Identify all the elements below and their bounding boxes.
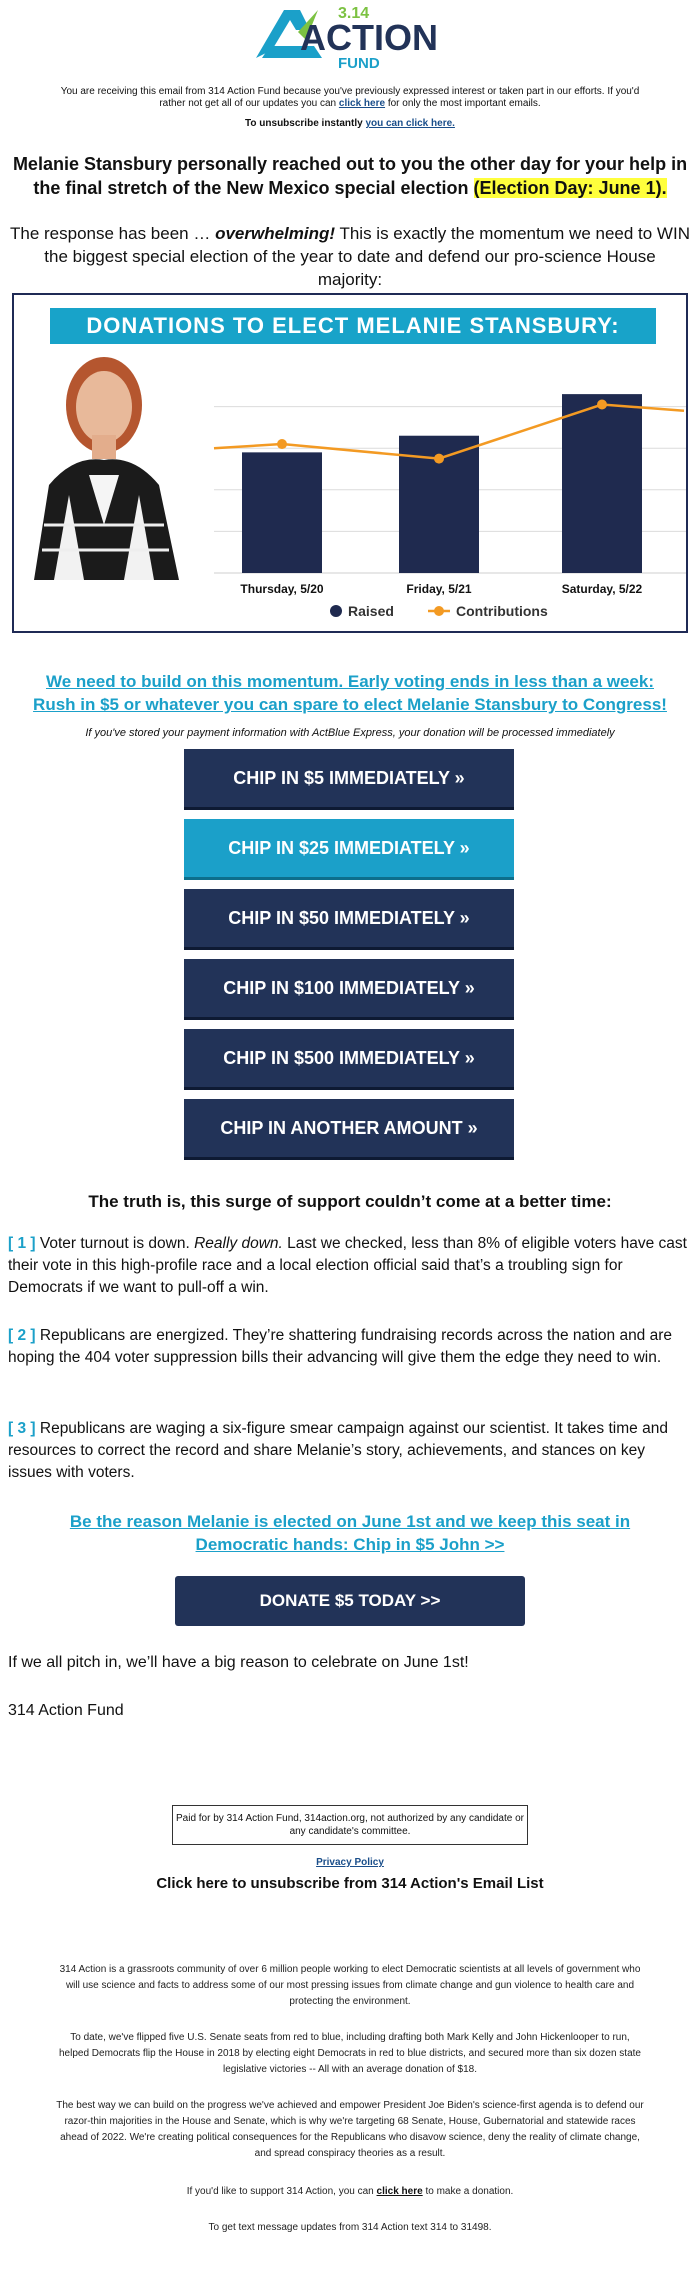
x-tick-label-1: Friday, 5/21 — [406, 582, 472, 596]
support-text: If you'd like to support 314 Action, you can — [186, 2186, 377, 2197]
legend-contributions-label: Contributions — [456, 603, 548, 619]
headline — [10, 152, 690, 200]
contributions-point-2 — [597, 400, 607, 410]
intro-text-end: This is exactly the momentum we need to WIN the biggest special election of the year to date and defend our pro-science House majority: — [44, 224, 690, 289]
logo-sub: FUND — [338, 55, 380, 72]
momentum-cta-link[interactable] — [0, 670, 700, 716]
cta-line-1: We need to build on this momentum. Early voting ends in less than a week: — [45, 672, 654, 691]
support-line — [55, 2184, 645, 2200]
point-1-text-end: Last we checked, less than 8% of eligible voters have cast their vote in this high-profile race and a local election official said that’s a troubling sign for Democrats if we want to pull-off a win. — [8, 1235, 687, 1296]
intro-emphasis: overwhelming! — [215, 224, 336, 243]
point-1-text: Voter turnout is down. — [39, 1235, 195, 1252]
donations-chart[interactable] — [12, 293, 688, 633]
chip-in-5-button[interactable]: CHIP IN $5 IMMEDIATELY » — [184, 749, 514, 807]
unsubscribe-line — [0, 118, 700, 129]
signature: 314 Action Fund — [8, 1702, 124, 1719]
intro-paragraph — [10, 222, 690, 291]
point-1-number: [ 1 ] — [8, 1235, 36, 1252]
logo-graphic — [0, 0, 700, 80]
intro-text: The response has been … — [10, 224, 216, 243]
chip-in-50-button[interactable]: CHIP IN $50 IMMEDIATELY » — [184, 889, 514, 947]
unsubscribe-prefix: To unsubscribe instantly — [245, 118, 366, 129]
chip-in-25-button[interactable]: CHIP IN $25 IMMEDIATELY » — [184, 819, 514, 877]
headline-text: Melanie Stansbury personally reached out to you the other day for your help in the final stretch of the New Mexico special election — [12, 154, 688, 198]
actblue-note: If you've stored your payment information with ActBlue Express, your donation will be processed immediately — [85, 727, 615, 739]
contributions-point-0 — [277, 439, 287, 449]
paid-for-disclaimer: Paid for by 314 Action Fund, 314action.org, not authorized by any candidate or any candidate's committee. — [172, 1805, 528, 1845]
x-tick-label-0: Thursday, 5/20 — [240, 582, 324, 596]
chart-title: DONATIONS TO ELECT MELANIE STANSBURY: — [50, 308, 656, 344]
point-3-text: Republicans are waging a six-figure smear campaign against our scientist. It takes time and resources to correct the record and share Melanie’s story, achievements, and stances on key issues with voters. — [8, 1420, 668, 1481]
chip-in-other-button[interactable]: CHIP IN ANOTHER AMOUNT » — [184, 1099, 514, 1157]
donate-5-button[interactable]: DONATE $5 TODAY >> — [175, 1576, 525, 1626]
chip-in-500-button[interactable]: CHIP IN $500 IMMEDIATELY » — [184, 1029, 514, 1087]
about-paragraph-2: To date, we've flipped five U.S. Senate seats from red to blue, including drafting both Mark Kelly and John Hickenlooper to run, helped Democrats flip the House in 2018 by electing eight Democrats in red to blue districts, and secured more than six dozen state legislative victories -- All with an average donation of $18. — [59, 2032, 641, 2075]
point-1-emphasis: Really down. — [194, 1235, 283, 1252]
bar-raised-0 — [242, 452, 322, 573]
closing-line: If we all pitch in, we’ll have a big reason to celebrate on June 1st! — [8, 1654, 469, 1671]
contributions-point-1 — [434, 454, 444, 464]
chip-in-100-button[interactable]: CHIP IN $100 IMMEDIATELY » — [184, 959, 514, 1017]
point-2 — [8, 1325, 692, 1369]
unsubscribe-link[interactable]: you can click here. — [365, 118, 455, 129]
click-here-link[interactable]: click here — [338, 98, 386, 109]
logo-word: ACTION — [300, 17, 438, 58]
logo[interactable] — [0, 0, 700, 80]
point-1 — [8, 1233, 692, 1299]
point-2-text: Republicans are energized. They’re shattering fundraising records across the nation and are hoping the 404 voter suppression bills their advancing will give them the edge they need to win. — [8, 1327, 673, 1366]
bar-raised-2 — [562, 394, 642, 573]
privacy-policy-link[interactable]: Privacy Policy — [316, 1857, 384, 1868]
point-3 — [8, 1418, 692, 1484]
chart-canvas — [14, 295, 686, 631]
subscription-notice-text-end: for only the most important emails. — [385, 98, 541, 109]
about-paragraph-1: 314 Action is a grassroots community of over 6 million people working to elect Democratic scientists at all levels of government who will use science and facts to address some of our most pressing issues from climate change and gun violence to health care and protecting the environment. — [59, 1964, 641, 2007]
support-text-end: to make a donation. — [422, 2186, 514, 2197]
legend-contributions-swatch — [434, 606, 444, 616]
legend-raised-swatch — [330, 605, 342, 617]
keep-seat-cta-link[interactable]: Be the reason Melanie is elected on June 1st and we keep this seat in Democratic hands: Chip in $5 John >> — [69, 1512, 631, 1554]
cta-line-2: Rush in $5 or whatever you can spare to elect Melanie Stansbury to Congress! — [33, 695, 667, 714]
candidate-portrait — [16, 345, 211, 580]
election-day-highlight: (Election Day: June 1). — [473, 178, 667, 198]
truth-heading: The truth is, this surge of support couldn’t come at a better time: — [88, 1192, 612, 1211]
point-2-number: [ 2 ] — [8, 1327, 36, 1344]
subscription-notice — [60, 86, 640, 110]
about-paragraph-3: The best way we can build on the progress we've achieved and empower President Joe Biden's science-first agenda is to defend our razor-thin majorities in the House and Senate, which is why we're targeting 68 Senate, House, Gubernatorial and statewide races ahead of 2022. We're creating political consequences for the Republicans who disavow science, deny the reality of climate change, and spread conspiracy theories as a result. — [56, 2100, 644, 2159]
legend-raised-label: Raised — [348, 603, 394, 619]
support-click-here-link[interactable]: click here — [376, 2186, 423, 2197]
logo-number: 3.14 — [338, 5, 370, 22]
subscription-notice-text: You are receiving this email from 314 Action Fund because you've previously expressed interest or taken part in our efforts. If you'd rather not get all of our updates you can — [60, 86, 640, 109]
point-3-number: [ 3 ] — [8, 1420, 36, 1437]
text-updates-line: To get text message updates from 314 Action text 314 to 31498. — [208, 2222, 492, 2233]
x-tick-label-2: Saturday, 5/22 — [561, 582, 643, 596]
unsubscribe-list-link[interactable]: Click here to unsubscribe from 314 Action's Email List — [156, 1875, 544, 1892]
